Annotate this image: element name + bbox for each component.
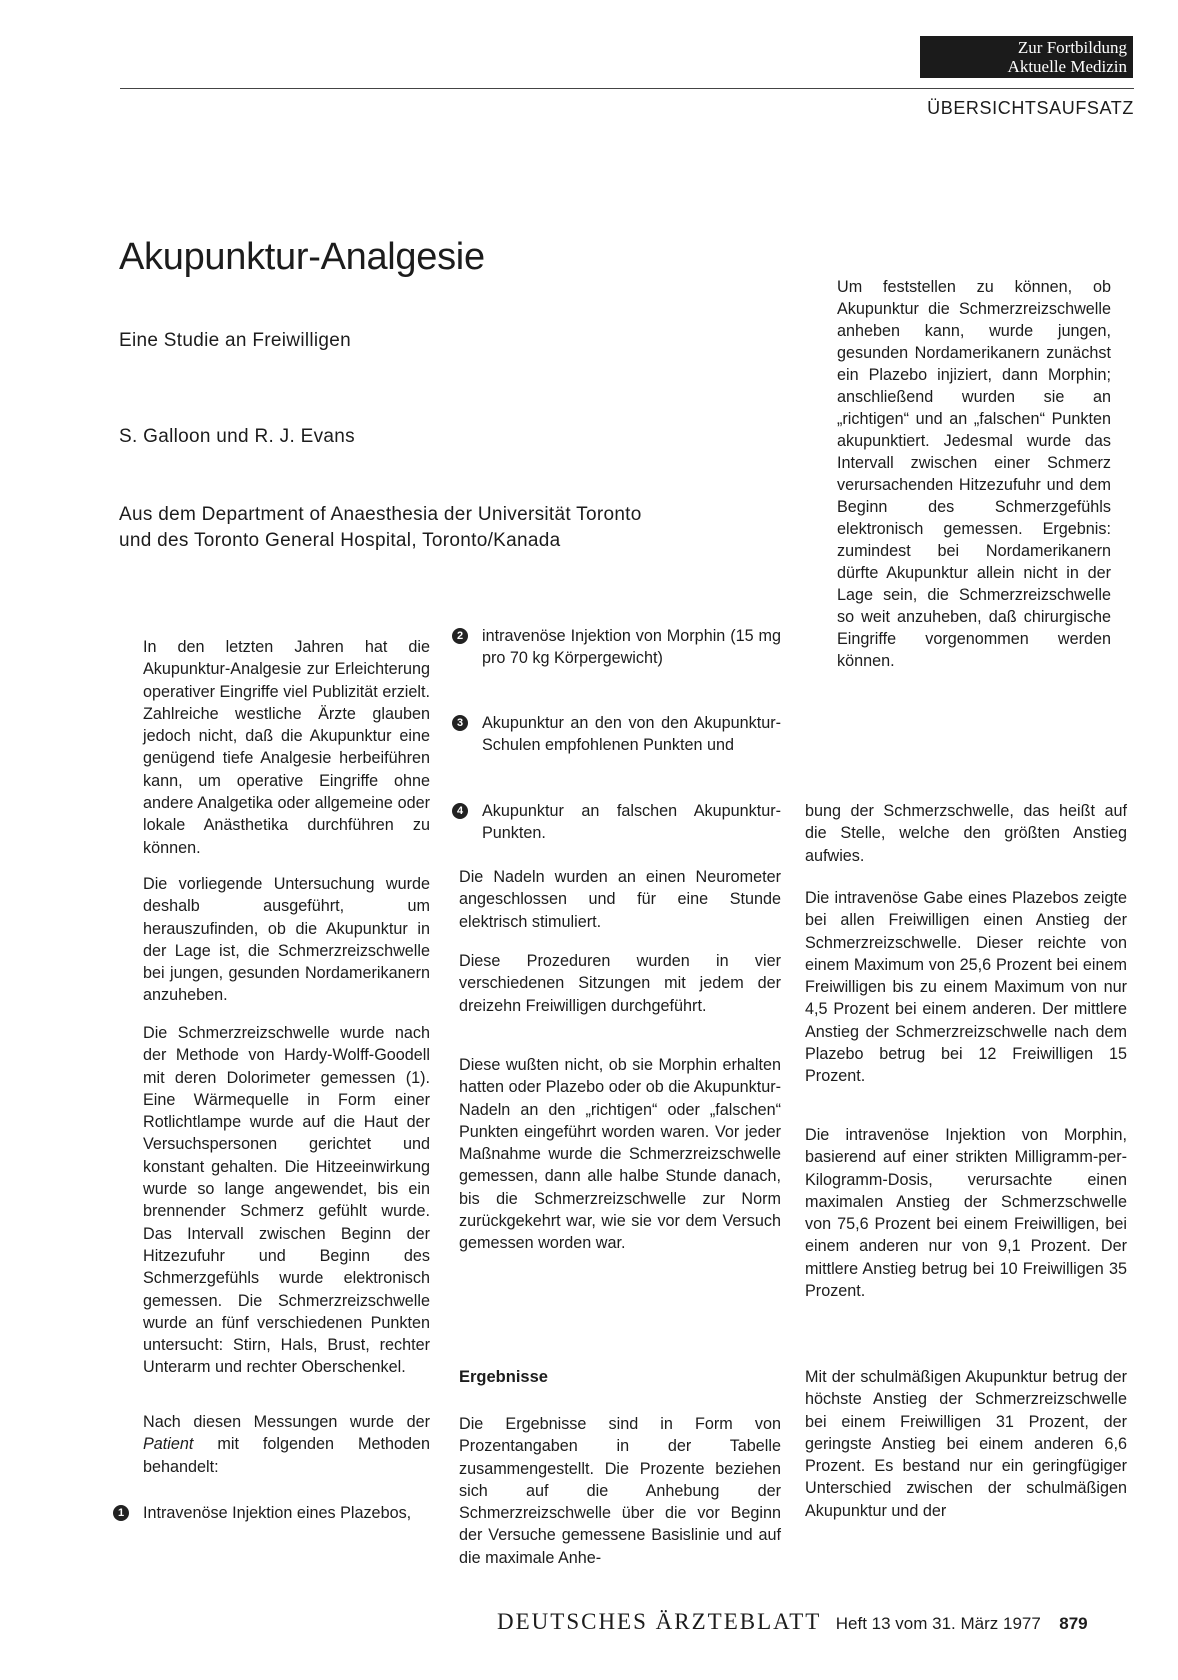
p4-text-end: mit folgenden Methoden behandelt:: [143, 1435, 430, 1476]
col1-paragraph-4: [143, 1411, 430, 1478]
col1-paragraph-1: In den letzten Jahren hat die Akupunktur-Analgesie zur Erleichterung operativer Eingriffe viel Publizität erzielt. Zahlreiche westliche Ärzte glauben jedoch nicht, daß die Akupunktur eine genügend tiefe Analgesie herbeiführen kann, um operative Eingriffe ohne andere Analgetika oder allgemeine oder lokale Anästhetika durchführen zu können.: [143, 638, 430, 857]
section-label-line2: Aktuelle Medizin: [1007, 57, 1127, 76]
col2-paragraph-4: Die Ergebnisse sind in Form von Prozentangaben in der Tabelle zusammengestellt. Die Prozente beziehen sich auf die Anhebung der Schmerzreizschwelle über die vor Beginn der Versuche gemessene Basislinie und auf die maximale Anhe-: [459, 1415, 781, 1567]
page-number: 879: [1059, 1614, 1088, 1633]
header-rule: [120, 88, 1134, 89]
article-title: Akupunktur-Analgesie: [119, 236, 485, 278]
method-item-1: [113, 1502, 430, 1548]
section-heading-results: Ergebnisse: [459, 1368, 548, 1386]
item-4-number-badge: 4: [452, 803, 468, 819]
article-category: ÜBERSICHTSAUFSATZ: [927, 98, 1134, 118]
article-abstract: Um feststellen zu können, ob Akupunktur die Schmerzreizschwelle anheben kann, wurde jungen, gesunden Nordamerikanern zunächst ein Plazebo injiziert, dann Morphin; anschließend wurden sie an „richtigen“ und an „falschen“ Punkten akupunktiert. Jedesmal wurde das Intervall zwischen einer Schmerz verursachenden Hitzezufuhr und dem Beginn des Schmerzgefühls elektronisch gemessen. Ergebnis: zumindest bei Nordamerikanern dürfte Akupunktur allein nicht in der Lage sein, die Schmerzreizschwelle so weit anzuheben, daß chirurgische Eingriffe vorgenommen werden können.: [837, 278, 1111, 671]
article-authors: S. Galloon und R. J. Evans: [119, 426, 355, 447]
col1-paragraph-3: Die Schmerzreizschwelle wurde nach der Methode von Hardy-Wolff-Goodell mit deren Dolorimeter gemessen (1). Eine Wärmequelle in Form einer Rotlichtlampe wurde auf die Haut der Versuchspersonen gerichtet und konstant gehalten. Die Hitzeeinwirkung wurde so lange angewendet, bis ein brennender Schmerz gefühlt wurde. Das Intervall zwischen Beginn der Hitzezufuhr und Beginn des Schmerzgefühls wurde elektronisch gemessen. Die Schmerzreizschwelle wurde an fünf verschiedenen Punkten untersucht: Stirn, Hals, Brust, rechter Unterarm und rechter Oberschenkel.: [143, 1024, 430, 1377]
col3-paragraph-4: Mit der schulmäßigen Akupunktur betrug der höchste Anstieg der Schmerzreizschwelle bei einem Freiwilligen 31 Prozent, der geringste Anstieg bei einem anderen 6,6 Prozent. Es bestand nur ein geringfügiger Unterschied zwischen der schulmäßigen Akupunktur und der: [805, 1368, 1127, 1520]
col1-paragraph-2: Die vorliegende Untersuchung wurde deshalb ausgeführt, um herauszufinden, ob die Akupunktur in der Lage ist, die Schmerzreizschwelle bei jungen, gesunden Nordamerikanern anzuheben.: [143, 875, 430, 1005]
affiliation-line-1: Aus dem Department of Anaesthesia der Universität Toronto: [119, 504, 642, 525]
article-affiliation: [119, 502, 642, 554]
col2-paragraph-3: Diese wußten nicht, ob sie Morphin erhalten hatten oder Plazebo oder ob die Akupunktur-Nadeln an den „richtigen“ oder „falschen“ Punkten eingeführt worden waren. Vor jeder Maßnahme wurde die Schmerzreizschwelle gemessen, dann alle halbe Stunde danach, bis die Schmerzreizschwelle zur Norm zurückgekehrt war, wie sie vor dem Versuch gemessen worden war.: [459, 1056, 781, 1253]
journal-name: DEUTSCHES ÄRZTEBLATT: [497, 1609, 822, 1634]
item-1-number-badge: 1: [113, 1505, 129, 1521]
section-label-box: [920, 36, 1133, 78]
col3-paragraph-2: Die intravenöse Gabe eines Plazebos zeigte bei allen Freiwilligen einen Anstieg der Schmerzreizschwelle. Dieser reichte von einem Maximum von 25,6 Prozent bei einem Freiwilligen bis zu einem Maximum von nur 4,5 Prozent bei einem anderen. Der mittlere Anstieg der Schmerzreizschwelle nach dem Plazebo betrug bei 12 Freiwilligen 15 Prozent.: [805, 889, 1127, 1086]
item-3-number-badge: 3: [452, 715, 468, 731]
method-item-4: [452, 800, 781, 846]
item-3-text: Akupunktur an den von den Akupunktur-Schulen empfohlenen Punkten und: [482, 714, 781, 755]
p4-text-start: Nach diesen Messungen wurde der: [143, 1413, 430, 1431]
col2-paragraph-2: Diese Prozeduren wurden in vier verschiedenen Sitzungen mit jedem der dreizehn Freiwilligen durchgeführt.: [459, 952, 781, 1015]
affiliation-line-2: und des Toronto General Hospital, Toronto/Kanada: [119, 530, 561, 551]
col3-paragraph-3: Die intravenöse Injektion von Morphin, basierend auf einer strikten Milligramm-per-Kilogramm-Dosis, verursachte einen maximalen Anstieg der Schmerzschwelle von 75,6 Prozent bei einem Freiwilligen, bei einem anderen nur von 9,1 Prozent. Der mittlere Anstieg betrug bei 10 Freiwilligen 35 Prozent.: [805, 1126, 1127, 1301]
item-1-text: Intravenöse Injektion eines Plazebos,: [143, 1504, 412, 1522]
page-footer: [497, 1609, 1088, 1635]
article-subtitle: Eine Studie an Freiwilligen: [119, 330, 351, 351]
method-item-3: [452, 712, 781, 780]
section-label-line1: Zur Fortbildung: [1017, 38, 1127, 57]
item-2-number-badge: 2: [452, 628, 468, 644]
item-2-text: intravenöse Injektion von Morphin (15 mg pro 70 kg Körpergewicht): [482, 627, 781, 668]
col2-paragraph-1: Die Nadeln wurden an einen Neurometer angeschlossen und für eine Stunde elektrisch stimuliert.: [459, 868, 781, 931]
item-4-text: Akupunktur an falschen Akupunktur-Punkten.: [482, 802, 781, 843]
issue-info: Heft 13 vom 31. März 1977: [835, 1614, 1041, 1633]
col3-paragraph-1: bung der Schmerzschwelle, das heißt auf die Stelle, welche den größten Anstieg aufwies.: [805, 802, 1127, 865]
method-item-2: [452, 625, 781, 693]
p4-italic-word: Patient: [143, 1435, 194, 1454]
